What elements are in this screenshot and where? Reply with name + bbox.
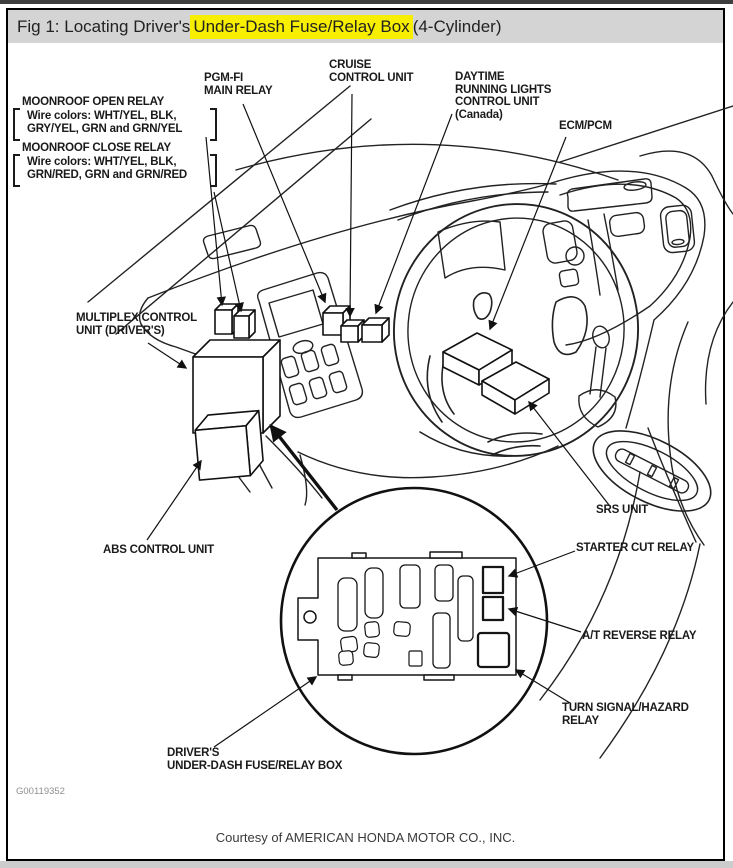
left-bracket bbox=[13, 108, 20, 141]
label-drivers-under-dash-fuse-relay-box: DRIVER'S UNDER-DASH FUSE/RELAY BOX bbox=[167, 747, 343, 772]
courtesy-line: Courtesy of AMERICAN HONDA MOTOR CO., INC. bbox=[215, 830, 516, 845]
label-srs-unit: SRS UNIT bbox=[596, 504, 649, 516]
right-bracket bbox=[210, 154, 217, 187]
figure-code: G00119352 bbox=[16, 786, 65, 797]
note-moonroof-close-wire-colors: Wire colors: WHT/YEL, BLK, GRN/RED, GRN and GRN/RED bbox=[13, 154, 217, 187]
label-turn-signal-hazard-relay: TURN SIGNAL/HAZARD RELAY bbox=[562, 702, 689, 727]
right-bracket bbox=[210, 108, 217, 141]
label-pgm-fi-main-relay: PGM-FI MAIN RELAY bbox=[204, 72, 273, 97]
label-starter-cut-relay: STARTER CUT RELAY bbox=[576, 542, 694, 554]
label-ecm-pcm: ECM/PCM bbox=[559, 120, 612, 132]
label-multiplex-control-unit: MULTIPLEX CONTROL UNIT (DRIVER'S) bbox=[76, 312, 197, 337]
bottom-window-strip bbox=[0, 861, 733, 868]
top-window-strip bbox=[0, 0, 733, 4]
figure-title-bar bbox=[8, 10, 723, 43]
figure-title-prefix: Fig 1: Locating Driver's bbox=[17, 16, 191, 36]
left-bracket bbox=[13, 154, 20, 187]
figure-title-highlight: Under-Dash Fuse/Relay Box bbox=[190, 15, 412, 39]
label-abs-control-unit: ABS CONTROL UNIT bbox=[103, 544, 214, 556]
label-daytime-running-lights: DAYTIME RUNNING LIGHTS CONTROL UNIT (Canada) bbox=[455, 71, 552, 121]
figure-title-suffix: (4-Cylinder) bbox=[412, 16, 502, 36]
label-cruise-control-unit: CRUISE CONTROL UNIT bbox=[329, 59, 414, 84]
note-moonroof-open-wire-colors: Wire colors: WHT/YEL, BLK, GRY/YEL, GRN and GRN/YEL bbox=[13, 108, 217, 141]
label-moonroof-close-relay: MOONROOF CLOSE RELAY bbox=[22, 142, 171, 154]
label-at-reverse-relay: A/T REVERSE RELAY bbox=[582, 630, 697, 642]
label-moonroof-open-relay: MOONROOF OPEN RELAY bbox=[22, 96, 165, 108]
